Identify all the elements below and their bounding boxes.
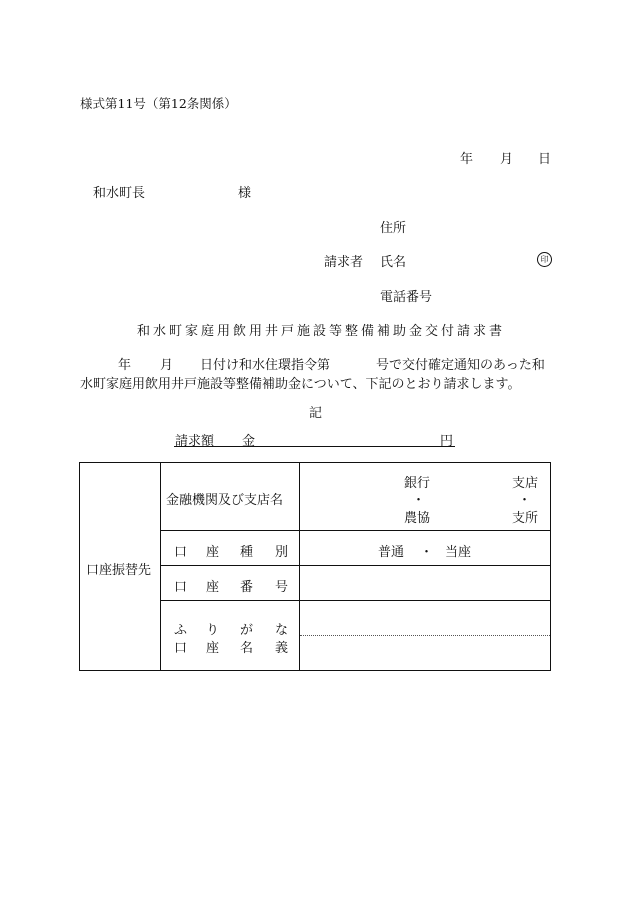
type-label-2: 座 [206,545,220,560]
holder-label-1: 口 [174,641,188,656]
number-label-2: 座 [206,580,220,595]
bank-shisho: 支所 [512,511,539,526]
body-text-a: 日付け和水住環指令第 [200,358,331,373]
body-month: 月 [160,358,174,373]
claim-kin: 金 [242,434,256,449]
bank-nokyo: 農協 [404,511,431,526]
form-number: 様式第11号（第12条関係） [80,96,237,111]
ki-heading: 記 [309,406,323,421]
furigana-label-4: な [275,623,289,638]
bank-dot-left: ・ [412,493,426,508]
addressee-name: 和水町長 [93,186,146,201]
phone-label: 電話番号 [380,290,433,305]
type-label-3: 種 [240,545,254,560]
type-value-dot: ・ [420,545,434,560]
type-value-toza: 当座 [445,545,472,560]
name-label: 氏名 [380,255,407,270]
claim-underline [174,446,455,447]
type-label-4: 別 [275,545,289,560]
furigana-label-1: ふ [174,623,188,638]
holder-label-2: 座 [206,641,220,656]
bank-shiten: 支店 [512,476,539,491]
bank-dot-right: ・ [518,493,532,508]
applicant-label: 請求者 [324,255,364,270]
claim-yen: 円 [440,434,454,449]
number-label-1: 口 [174,580,188,595]
date-day: 日 [538,152,552,167]
date-month: 月 [500,152,514,167]
furigana-label-3: が [240,623,254,638]
document-title: 和水町家庭用飲用井戸施設等整備補助金交付請求書 [137,324,506,339]
section-label: 口座振替先 [86,563,152,578]
holder-label-4: 義 [275,641,289,656]
body-text-b: 号で交付確定通知のあった和 [376,358,545,373]
date-year: 年 [460,152,474,167]
type-value-futsu: 普通 [378,545,405,560]
type-label-1: 口 [174,545,188,560]
address-label: 住所 [380,221,407,236]
number-label-4: 号 [275,580,289,595]
number-label-3: 番 [240,580,254,595]
claim-label: 請求額 [175,434,215,449]
addressee-honorific: 様 [238,186,252,201]
seal-mark: 印 [537,252,552,267]
body-year: 年 [118,358,132,373]
bank-label: 金融機関及び支店名 [166,493,284,508]
bank-ginko: 銀行 [404,476,431,491]
body-text-line2: 水町家庭用飲用井戸施設等整備補助金について、下記のとおり請求します。 [80,377,521,392]
furigana-label-2: り [206,623,220,638]
holder-label-3: 名 [240,641,254,656]
